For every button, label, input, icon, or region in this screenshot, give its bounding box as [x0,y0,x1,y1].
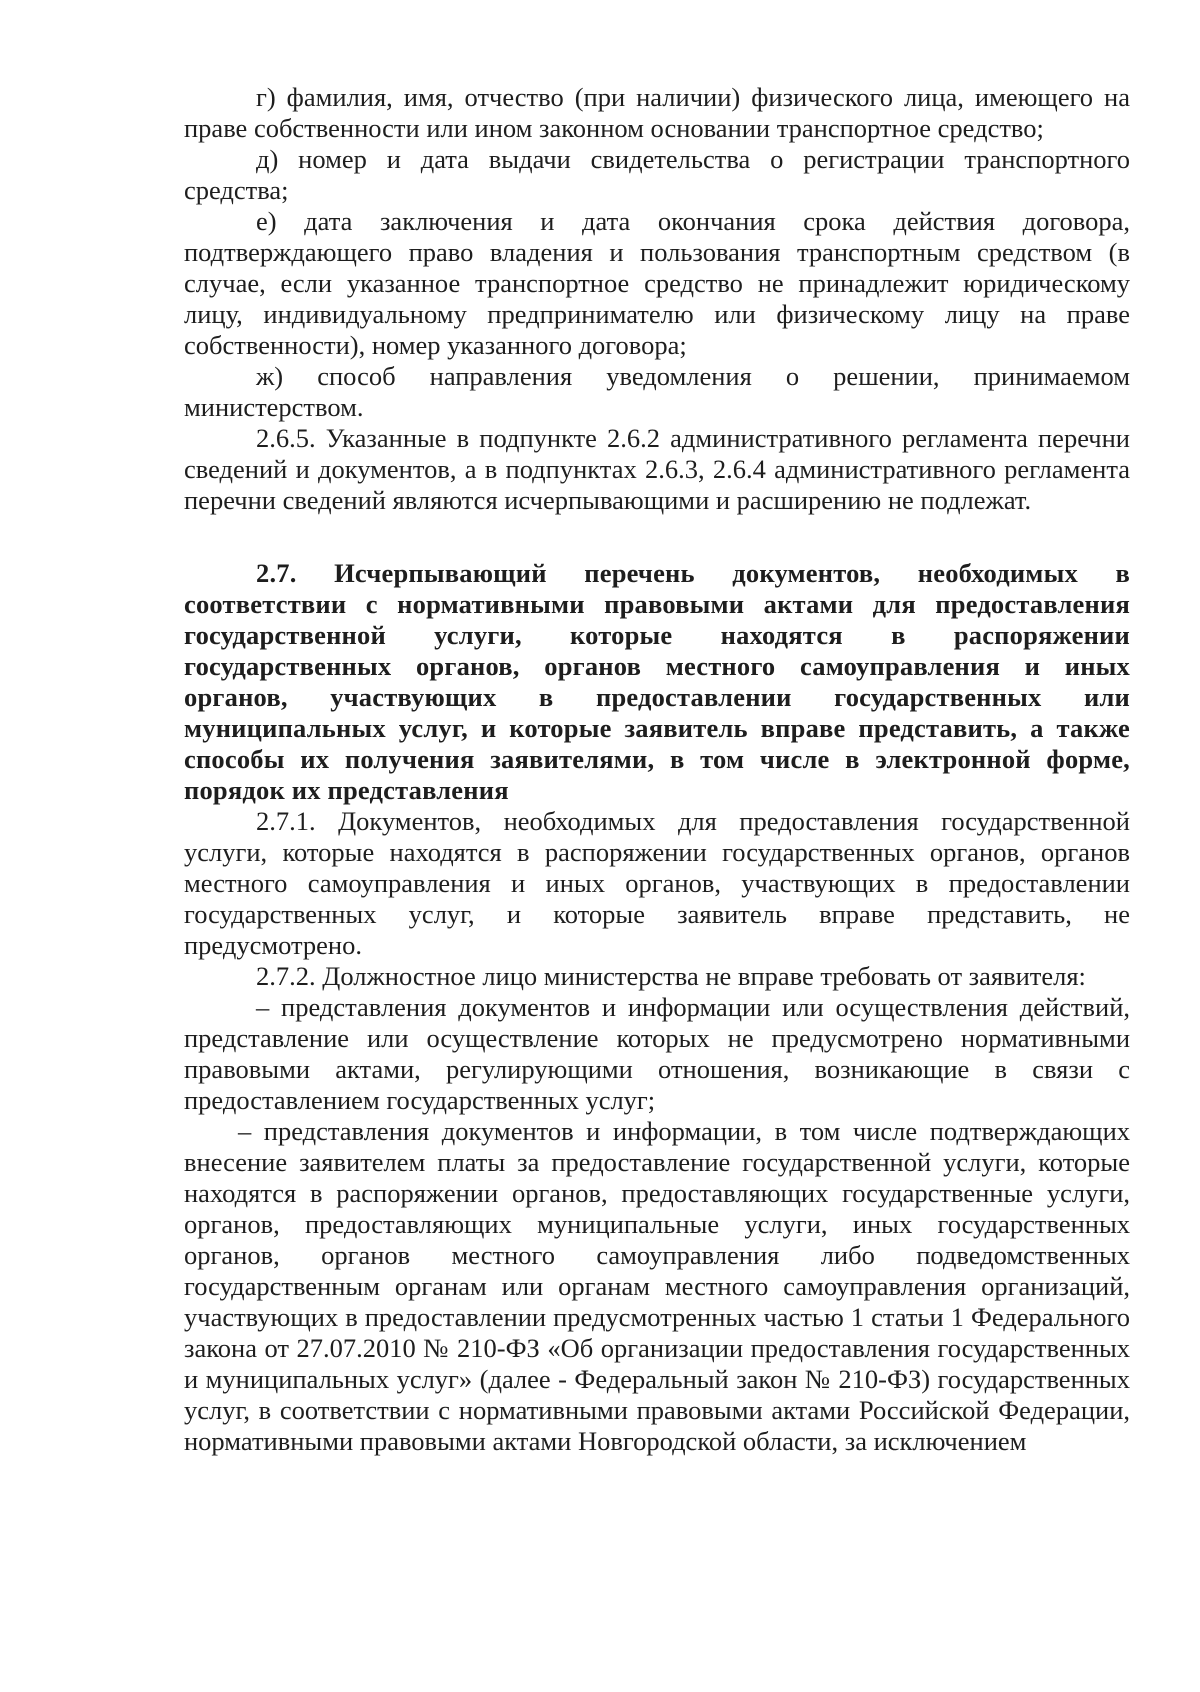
paragraph-item-zh: ж) способ направления уведомления о решении, принимаемом министерством. [184,361,1130,422]
paragraph-2-7-2: 2.7.2. Должностное лицо министерства не вправе требовать от заявителя: [256,961,1086,991]
paragraph-2-6-5: 2.6.5. Указанные в подпункте 2.6.2 административного регламента перечни сведений и документов, а в подпунктах 2.6.3, 2.6.4 административного регламента перечни сведений являются исчерпывающими и расширению не подлежат. [184,423,1130,515]
document-body [184,82,1130,1457]
section-heading-2-7: 2.7. Исчерпывающий перечень документов, необходимых в соответствии с нормативными правовыми актами для предоставления государственной услуги, которые находятся в распоряжении государственных органов, органов местного самоуправления и иных органов, участвующих в предоставлении государственных или муниципальных услуг, и которые заявитель вправе представить, а также способы их получения заявителями, в том числе в электронной форме, порядок их представления [184,558,1130,805]
paragraph-item-g: г) фамилия, имя, отчество (при наличии) физического лица, имеющего на праве собственности или ином законном основании транспортное средство; [184,82,1130,143]
section-spacer [184,516,1130,558]
paragraph-item-d: д) номер и дата выдачи свидетельства о регистрации транспортного средства; [184,144,1130,205]
paragraph-item-e: е) дата заключения и дата окончания срока действия договора, подтверждающего право владения и пользования транспортным средством (в случае, если указанное транспортное средство не принадлежит юридическому лицу, индивидуальному предпринимателю или физическому лицу на праве собственности), номер указанного договора; [184,206,1130,360]
paragraph-2-7-1: 2.7.1. Документов, необходимых для предоставления государственной услуги, которые находятся в распоряжении государственных органов, органов местного самоуправления и иных органов, участвующих в предоставлении государственных услуг, и которые заявитель вправе представить, не предусмотрено. [184,806,1130,960]
paragraph-dash-1: – представления документов и информации или осуществления действий, представление или осуществление которых не предусмотрено нормативными правовыми актами, регулирующими отношения, возникающие в связи с предоставлением государственных услуг; [184,992,1130,1115]
paragraph-dash-2: – представления документов и информации, в том числе подтверждающих внесение заявителем платы за предоставление государственной услуги, которые находятся в распоряжении органов, предоставляющих государственные услуги, органов, предоставляющих муниципальные услуги, иных государственных органов, органов местного самоуправления либо подведомственных государственным органам или органам местного самоуправления организаций, участвующих в предоставлении предусмотренных частью 1 статьи 1 Федерального закона от 27.07.2010 № 210-ФЗ «Об организации предоставления государственных и муниципальных услуг» (далее - Федеральный закон № 210-ФЗ) государственных услуг, в соответствии с нормативными правовыми актами Российской Федерации, нормативными правовыми актами Новгородской области, за исключением [184,1116,1130,1456]
